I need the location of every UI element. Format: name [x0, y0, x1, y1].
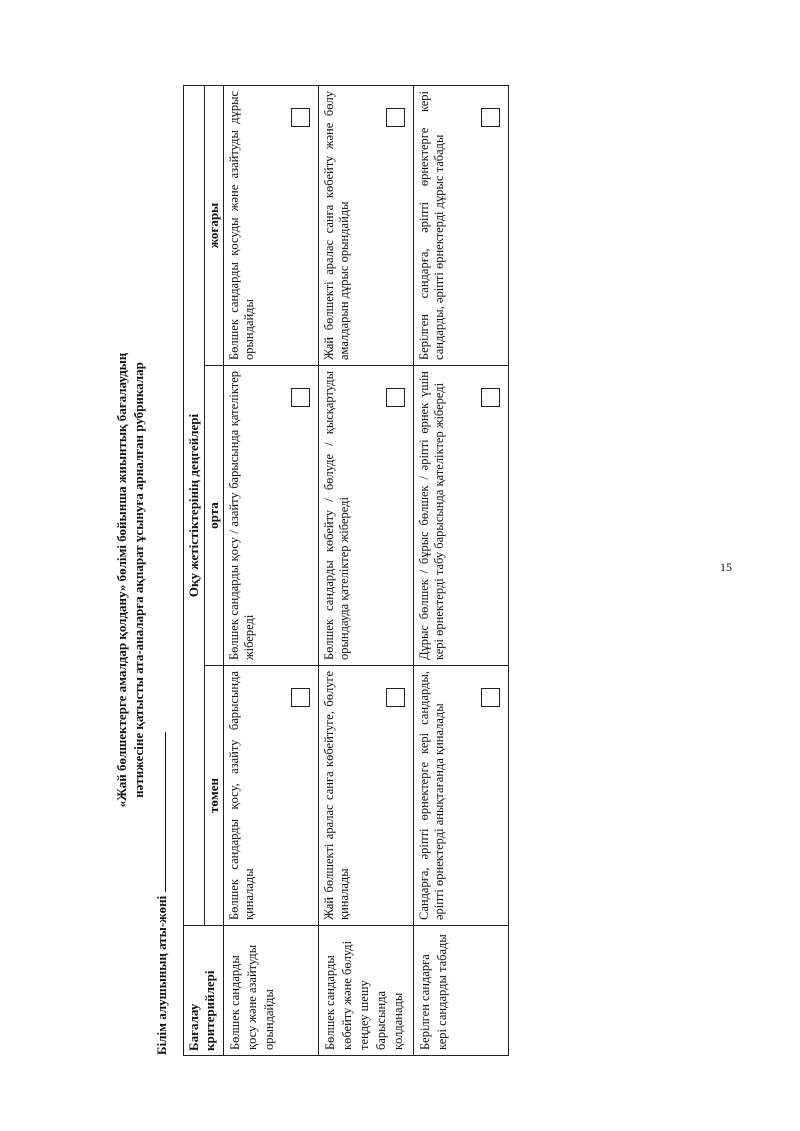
student-name-label: Білім алушының аты-жөні [154, 895, 169, 1055]
checkbox[interactable] [386, 388, 405, 407]
document-title-line-1: «Жай бөлшектерге амалдар қолдану» бөлімі бойынша жиынтық бағалаудың [114, 352, 129, 808]
low-level-description: Жай бөлшекті аралас санға көбейтуге, бөлуге қиналады [322, 671, 351, 920]
checkbox[interactable] [481, 388, 500, 407]
checkbox[interactable] [291, 688, 310, 707]
low-level-cell [319, 666, 414, 926]
table-row [414, 85, 509, 1055]
table-row [224, 85, 319, 1055]
high-level-description: Берілген сандарға, әріпті өрнектерге кері сандарды, әріпті өрнектерді дұрыс табады [417, 90, 446, 360]
high-level-cell [319, 85, 414, 365]
checkbox[interactable] [386, 688, 405, 707]
high-level-description: Бөлшек сандарды қосуды және азайтуды дұрыс орындайды [227, 90, 256, 360]
criterion-cell: Бөлшек сандарды көбейту және бөлуді теңдеу шешу барысында қолданады [319, 926, 414, 1056]
low-level-cell [224, 666, 319, 926]
checkbox[interactable] [291, 388, 310, 407]
mid-level-description: Бөлшек сандарды көбейту / бөлуде / қысқартуды орындауда қателіктер жібереді [322, 371, 351, 660]
mid-level-description: Дұрыс бөлшек / бұрыс бөлшек / әріпті өрнек үшін кері өрнектерді табу барысында қателіктер жібереді [417, 371, 446, 660]
table-row [319, 85, 414, 1055]
mid-level-header: орта [205, 366, 224, 666]
mid-level-cell [224, 366, 319, 666]
low-level-description: Бөлшек сандарды қосу, азайту барысында қиналады [227, 671, 256, 920]
checkbox[interactable] [481, 688, 500, 707]
high-level-header: жоғары [205, 85, 224, 365]
mid-level-cell [319, 366, 414, 666]
student-name-blank-line[interactable] [155, 732, 166, 892]
low-level-cell [414, 666, 509, 926]
mid-level-cell [414, 366, 509, 666]
low-level-header: төмен [205, 666, 224, 926]
student-name-field[interactable] [154, 732, 170, 1055]
page-number: 15 [720, 560, 732, 574]
mid-level-description: Бөлшек сандарды қосу / азайту барысында қателіктер жібереді [227, 371, 256, 660]
high-level-cell [414, 85, 509, 365]
rubric-table [183, 85, 509, 1056]
criterion-cell: Бөлшек сандарды қосу және азайтуды орындайды [224, 926, 319, 1056]
checkbox[interactable] [291, 108, 310, 127]
low-level-description: Сандарға, әріпті өрнектерге кері сандарды, әріпті өрнектерді анықтағанда қиналады [417, 671, 446, 920]
header-row-2 [205, 85, 224, 1055]
criteria-header: Бағалау критерийлері [184, 926, 224, 1056]
checkbox[interactable] [386, 108, 405, 127]
rotated-landscape-page [110, 80, 530, 1080]
document-title-line-2: нәтижесіне қатысты ата-аналарға ақпарат ұсынуға арналған рубрикалар [131, 362, 146, 798]
checkbox[interactable] [481, 108, 500, 127]
levels-header: Оқу жетістіктерінің деңгейлері [184, 85, 205, 925]
high-level-cell [224, 85, 319, 365]
high-level-description: Жай бөлшекті аралас санға көбейту және бөлу амалдарын дұрыс орындайды [322, 90, 351, 360]
header-row-1 [184, 85, 205, 1055]
criterion-cell: Берілген сандарға кері сандарды табады [414, 926, 509, 1056]
